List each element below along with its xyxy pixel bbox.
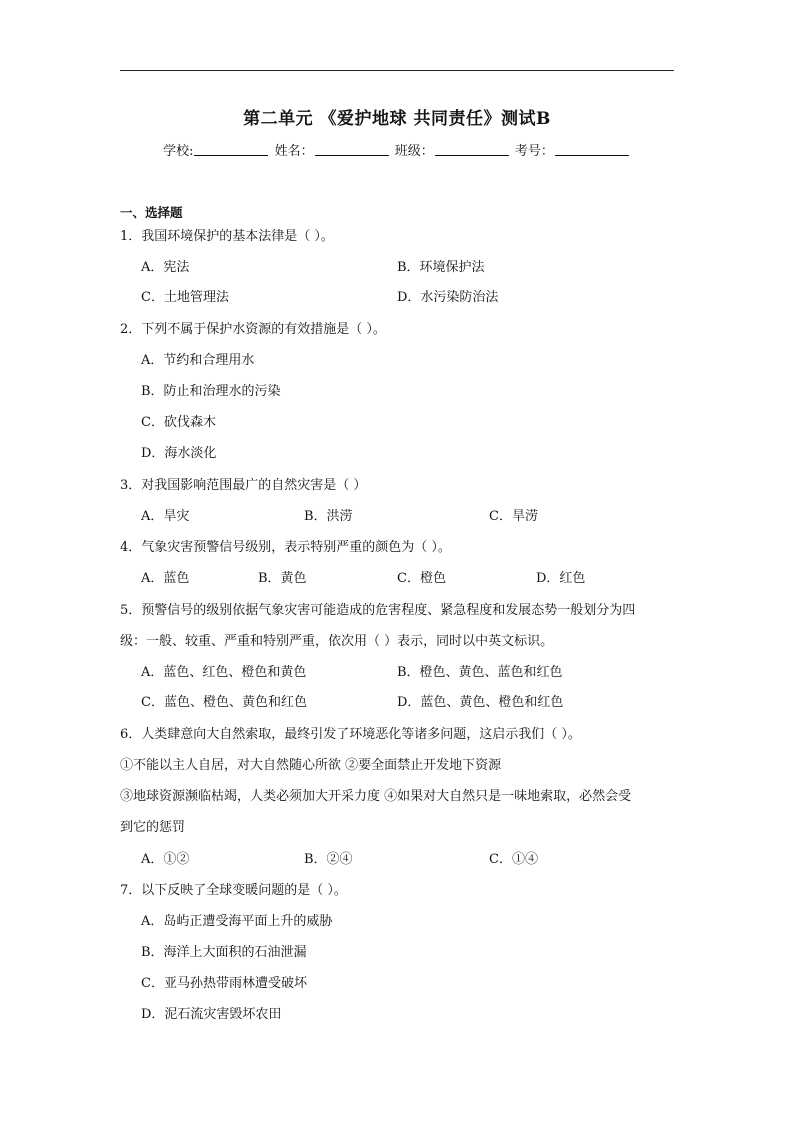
question-7-option-d[interactable]: D．泥石流灾害毁坏农田 — [141, 1007, 282, 1022]
question-1-option-c[interactable]: C．土地管理法 — [141, 290, 229, 305]
class-blank[interactable] — [435, 143, 509, 156]
school-label: 学校: — [163, 144, 194, 159]
class-label: 班级： — [394, 144, 434, 159]
page-title: 第二单元 《爱护地球 共同责任》测试B — [243, 109, 551, 129]
student-info-line — [0, 140, 794, 159]
exam-number-blank[interactable] — [555, 143, 629, 156]
question-7-option-c[interactable]: C．亚马孙热带雨林遭受破坏 — [141, 976, 307, 991]
question-6-statement-line-3: 到它的惩罚 — [120, 820, 186, 835]
question-5-stem-line-2: 级：一般、较重、严重和特别严重，依次用（ ）表示，同时以中英文标识。 — [120, 634, 554, 649]
question-4-stem: 4．气象灾害预警信号级别，表示特别严重的颜色为（ ）。 — [120, 540, 451, 555]
question-3-option-a[interactable]: A．旱灾 — [141, 509, 190, 524]
question-1-option-a[interactable]: A．宪法 — [141, 260, 190, 275]
question-4-option-a[interactable]: A．蓝色 — [141, 571, 190, 586]
question-5-option-d[interactable]: D．蓝色、黄色、橙色和红色 — [397, 695, 564, 710]
question-7-stem: 7．以下反映了全球变暖问题的是（ ）。 — [120, 883, 347, 898]
question-5-option-b[interactable]: B．橙色、黄色、蓝色和红色 — [397, 665, 563, 680]
question-6-statement-line-2: ③地球资源濒临枯竭，人类必须加大开采力度 ④如果对大自然只是一味地索取，必然会受 — [120, 789, 632, 804]
question-6-statement-line-1: ①不能以主人自居，对大自然随心所欲 ②要全面禁止开发地下资源 — [120, 758, 502, 773]
name-blank[interactable] — [315, 143, 389, 156]
question-3-option-b[interactable]: B．洪涝 — [304, 509, 353, 524]
question-6-option-b[interactable]: B．②④ — [304, 852, 353, 867]
school-blank[interactable] — [194, 143, 268, 156]
question-1-stem: 1．我国环境保护的基本法律是（ ）。 — [120, 229, 334, 244]
header-rule — [120, 70, 674, 71]
question-6-stem: 6．人类肆意向大自然索取，最终引发了环境恶化等诸多问题，这启示我们（ ）。 — [120, 727, 581, 742]
question-6-option-a[interactable]: A．①② — [141, 852, 190, 867]
question-4-option-b[interactable]: B．黄色 — [258, 571, 307, 586]
question-3-stem: 3．对我国影响范围最广的自然灾害是（ ） — [120, 478, 367, 493]
question-7-option-a[interactable]: A．岛屿正遭受海平面上升的威胁 — [141, 914, 333, 929]
question-2-option-b[interactable]: B．防止和治理水的污染 — [141, 384, 281, 399]
question-1-option-b[interactable]: B．环境保护法 — [397, 260, 485, 275]
question-5-option-a[interactable]: A．蓝色、红色、橙色和黄色 — [141, 665, 307, 680]
section-title: 一、选择题 — [120, 205, 183, 220]
question-2-stem: 2．下列不属于保护水资源的有效措施是（ ）。 — [120, 322, 386, 337]
question-4-option-d[interactable]: D．红色 — [536, 571, 586, 586]
question-2-option-a[interactable]: A．节约和合理用水 — [141, 353, 255, 368]
question-6-option-c[interactable]: C．①④ — [489, 852, 538, 867]
question-2-option-d[interactable]: D．海水淡化 — [141, 446, 217, 461]
question-3-option-c[interactable]: C．旱涝 — [489, 509, 538, 524]
question-4-option-c[interactable]: C．橙色 — [397, 571, 446, 586]
question-5-option-c[interactable]: C．蓝色、橙色、黄色和红色 — [141, 695, 307, 710]
exam-number-label: 考号： — [514, 144, 554, 159]
question-5-stem-line-1: 5．预警信号的级别依据气象灾害可能造成的危害程度、紧急程度和发展态势一般划分为四 — [120, 603, 636, 618]
question-7-option-b[interactable]: B．海洋上大面积的石油泄漏 — [141, 945, 307, 960]
question-2-option-c[interactable]: C．砍伐森木 — [141, 415, 216, 430]
question-1-option-d[interactable]: D．水污染防治法 — [397, 290, 499, 305]
name-label: 姓名： — [274, 144, 314, 159]
